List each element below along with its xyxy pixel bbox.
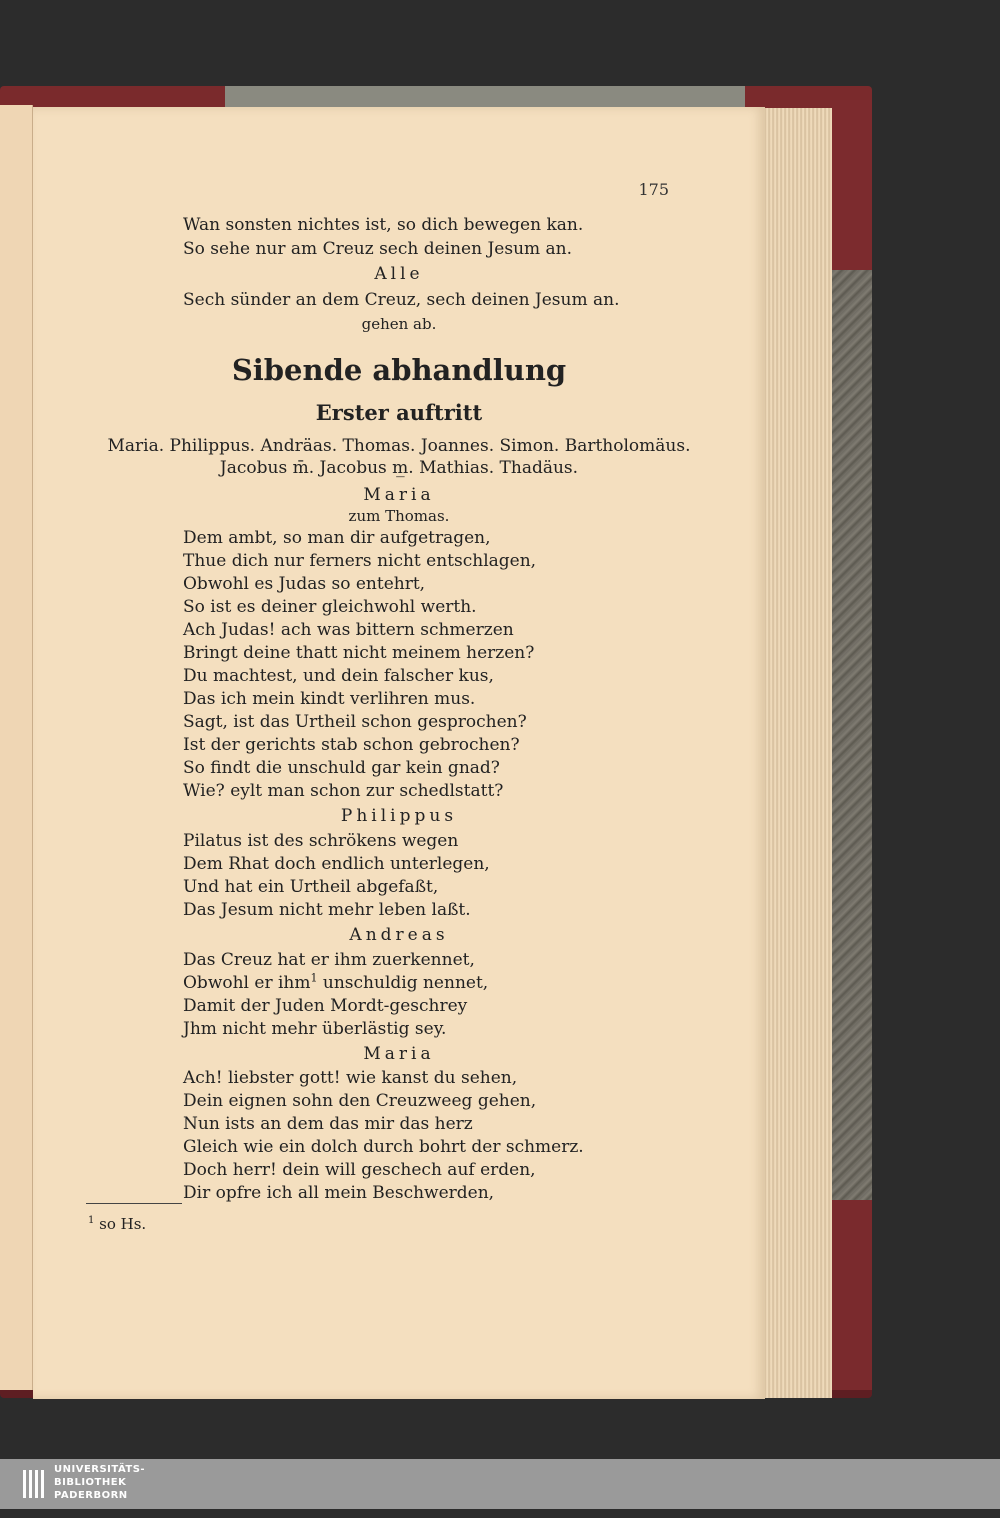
library-name-line-2: BIBLIOTHEK	[54, 1477, 127, 1488]
library-name-line-1: UNIVERSITÄTS-	[54, 1464, 146, 1475]
page-edges	[762, 108, 832, 1398]
speaker-philippus: Philippus	[340, 806, 458, 826]
verse-line: So findt die unschuld gar kein gnad?	[183, 758, 500, 778]
footnote-mark: 1	[88, 1215, 95, 1226]
intro-line-2: So sehe nur am Creuz sech deinen Jesum an.	[183, 239, 573, 259]
university-library-logo-icon	[20, 1464, 50, 1504]
speaker-maria-1: Maria	[363, 485, 435, 505]
cast-list-line-1: Maria. Philippus. Andräas. Thomas. Joannes. Simon. Bartholomäus.	[107, 436, 691, 456]
verse-line: Dir opfre ich all mein Beschwerden,	[183, 1183, 495, 1203]
page-content	[33, 107, 765, 1399]
verse-line: Obwohl es Judas so entehrt,	[183, 574, 426, 594]
book-cover-corner-bottom	[830, 1200, 872, 1390]
library-name	[54, 1463, 145, 1502]
verse-line: Jhm nicht mehr überlästig sey.	[183, 1019, 447, 1039]
footnote-text: so Hs.	[99, 1215, 147, 1233]
cast-list-line-2: Jacobus m̄. Jacobus m̲. Mathias. Thadäus.	[219, 458, 579, 478]
verse-line: Dem ambt, so man dir aufgetragen,	[183, 528, 491, 548]
speaker-andreas: Andreas	[349, 925, 449, 945]
verse-line: Thue dich nur ferners nicht entschlagen,	[183, 551, 537, 571]
verse-line: Damit der Juden Mordt-geschrey	[183, 996, 468, 1016]
verse-text: Obwohl er ihm	[183, 973, 311, 993]
verse-line: Nun ists an dem das mir das herz	[183, 1114, 473, 1134]
verse-line: Bringt deine thatt nicht meinem herzen?	[183, 643, 535, 663]
verse-line: Wie? eylt man schon zur schedlstatt?	[183, 781, 504, 801]
alle-line: Sech sünder an dem Creuz, sech deinen Jesum an.	[183, 290, 620, 310]
verse-line: Gleich wie ein dolch durch bohrt der schmerz.	[183, 1137, 584, 1157]
verse-line: Sagt, ist das Urtheil schon gesprochen?	[183, 712, 527, 732]
scene-title: Erster auftritt	[315, 400, 483, 425]
verse-line: So ist es deiner gleichwohl werth.	[183, 597, 477, 617]
verse-line: Dem Rhat doch endlich unterlegen,	[183, 854, 490, 874]
stage-direction-exit: gehen ab.	[361, 315, 437, 333]
facing-page-edge	[0, 105, 33, 1390]
verse-line: Und hat ein Urtheil abgefaßt,	[183, 877, 439, 897]
verse-line: Pilatus ist des schrökens wegen	[183, 831, 459, 851]
speaker-alle: Alle	[374, 264, 424, 284]
library-name-line-3: PADERBORN	[54, 1490, 128, 1501]
book-page	[33, 107, 765, 1399]
library-footer	[0, 1459, 1000, 1509]
footnote-rule	[86, 1203, 182, 1204]
verse-line: Das Creuz hat er ihm zuerkennet,	[183, 950, 475, 970]
section-title: Sibende abhandlung	[231, 353, 567, 387]
speaker-maria-2: Maria	[363, 1044, 435, 1064]
stage-direction-zum-thomas: zum Thomas.	[348, 507, 450, 525]
verse-line: Ist der gerichts stab schon gebrochen?	[183, 735, 520, 755]
verse-line: Du machtest, und dein falscher kus,	[183, 666, 494, 686]
page-number: 175	[638, 180, 669, 199]
verse-line: Dein eignen sohn den Creuzweeg gehen,	[183, 1091, 537, 1111]
book-cover-top-band	[225, 86, 745, 108]
book-cover-right-edge	[830, 108, 872, 1388]
verse-text: unschuldig nennet,	[317, 973, 489, 993]
intro-line-1: Wan sonsten nichtes ist, so dich bewegen kan.	[183, 215, 584, 235]
verse-line-with-footnote	[183, 972, 488, 994]
verse-line: Ach Judas! ach was bittern schmerzen	[183, 620, 514, 640]
verse-line: Ach! liebster gott! wie kanst du sehen,	[183, 1068, 518, 1088]
verse-line: Das Jesum nicht mehr leben laßt.	[183, 900, 471, 920]
verse-line: Doch herr! dein will geschech auf erden,	[183, 1160, 536, 1180]
footnote-reference: 1	[310, 971, 318, 985]
footnote	[88, 1210, 146, 1235]
verse-line: Das ich mein kindt verlihren mus.	[183, 689, 476, 709]
book-cover-corner-top	[830, 100, 872, 270]
